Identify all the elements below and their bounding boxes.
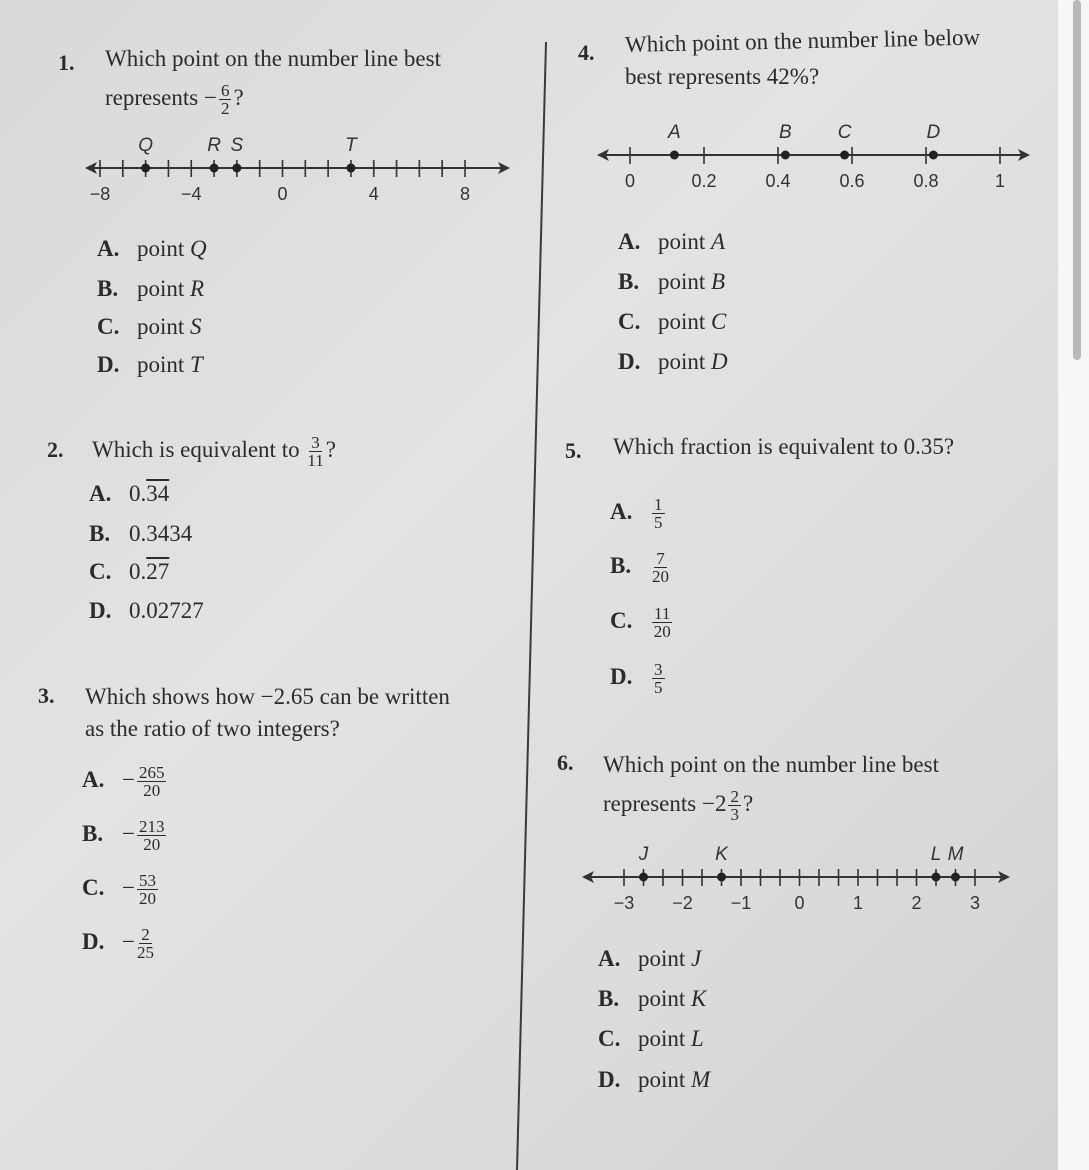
point-label: Q: [138, 135, 154, 156]
point-T: [346, 164, 355, 173]
option-a[interactable]: A. − $\frac{265}{20}$: [82, 763, 165, 800]
option-c[interactable]: C. 0.27: [89, 559, 170, 584]
question-text-2: best represents 42%?: [625, 64, 820, 89]
tick-label: 1: [852, 893, 864, 913]
option-a[interactable]: A. 0.34: [89, 481, 170, 506]
point-label: M: [947, 844, 964, 865]
point-label: B: [779, 122, 792, 143]
tick-label: 0.6: [839, 171, 865, 191]
fraction: $\frac{3}{11}$: [307, 433, 324, 470]
question-text: Which point on the number line best: [105, 46, 441, 71]
tick-label: −2: [672, 893, 693, 913]
point-C: [840, 151, 849, 160]
scrollbar[interactable]: [1073, 0, 1081, 360]
point-label: J: [638, 844, 649, 865]
tick-label: −1: [730, 893, 752, 913]
point-D: [929, 151, 938, 160]
number-line-q4: [585, 105, 1040, 200]
tick-label: 1: [994, 171, 1006, 191]
option-d[interactable]: D. − $\frac{2}{25}$: [82, 925, 154, 962]
tick-label: 2: [911, 893, 922, 913]
point-label: D: [926, 122, 941, 143]
question-text-2: represents −2 $\frac{2}{3}$ ?: [603, 787, 754, 824]
point-label: T: [345, 135, 357, 156]
question-number: 5.: [565, 438, 582, 463]
number-line-q6: [570, 830, 1020, 930]
tick-label: 0: [624, 171, 636, 191]
tick-label: 0.2: [691, 171, 717, 191]
point-S: [232, 164, 241, 173]
option-b[interactable]: B. point R: [97, 276, 205, 301]
option-d[interactable]: D. point T: [97, 352, 203, 377]
point-Q: [141, 164, 150, 173]
question-text: Which fraction is equivalent to 0.35?: [613, 434, 955, 459]
option-c[interactable]: C. $\frac{11}{20}$: [610, 604, 671, 641]
question-number: 2.: [47, 437, 64, 462]
question-text-2: as the ratio of two integers?: [85, 716, 340, 741]
point-J: [639, 873, 648, 882]
point-label: S: [230, 135, 244, 156]
question-number: 3.: [38, 683, 55, 708]
number-line-q1: [55, 120, 525, 215]
tick-label: −8: [89, 184, 111, 204]
option-d[interactable]: D. $\frac{3}{5}$: [610, 660, 663, 697]
point-B: [781, 151, 790, 160]
question-number: 4.: [578, 40, 595, 65]
point-label: L: [930, 844, 942, 865]
option-a[interactable]: A. point Q: [97, 236, 207, 261]
tick-label: −4: [180, 184, 202, 204]
option-c[interactable]: C. point S: [97, 314, 202, 339]
point-R: [210, 164, 219, 173]
option-b[interactable]: B. 0.3434: [89, 521, 193, 546]
point-A: [670, 151, 679, 160]
option-c[interactable]: C. point C: [618, 309, 727, 334]
tick-label: 0.4: [765, 171, 791, 191]
point-M: [951, 873, 960, 882]
option-b[interactable]: B. $\frac{7}{20}$: [610, 549, 669, 586]
point-label: K: [715, 844, 728, 865]
point-label: R: [207, 135, 221, 156]
point-label: A: [668, 122, 681, 143]
option-b[interactable]: B. − $\frac{213}{20}$: [82, 817, 165, 854]
option-a[interactable]: A. point J: [598, 946, 702, 971]
fraction: $\frac{6}{2}$: [220, 81, 230, 118]
fraction: $\frac{2}{3}$: [730, 787, 739, 824]
question-number: 6.: [557, 750, 574, 775]
question-text: Which is equivalent to $\frac{3}{11}$ ?: [92, 433, 336, 470]
question-text: Which point on the number line below: [624, 24, 981, 57]
tick-label: 0: [277, 184, 288, 204]
option-d[interactable]: D. 0.02727: [89, 598, 204, 623]
tick-label: −3: [613, 893, 635, 913]
option-d[interactable]: D. point D: [618, 349, 728, 374]
point-L: [931, 873, 940, 882]
tick-label: 0: [794, 893, 805, 913]
option-c[interactable]: C. point L: [598, 1026, 704, 1051]
option-b[interactable]: B. point K: [598, 986, 707, 1011]
question-text-2: represents − $\frac{6}{2}$ ?: [105, 81, 244, 118]
tick-label: 0.8: [913, 171, 939, 191]
tick-label: 4: [368, 184, 379, 204]
question-number: 1.: [58, 50, 75, 75]
question-text: Which point on the number line best: [603, 752, 939, 777]
tick-label: 3: [969, 893, 981, 913]
option-b[interactable]: B. point B: [618, 269, 726, 294]
option-d[interactable]: D. point M: [598, 1067, 711, 1092]
question-text: Which shows how −2.65 can be written: [85, 684, 450, 709]
point-K: [717, 873, 726, 882]
option-a[interactable]: A. $\frac{1}{5}$: [610, 495, 663, 532]
tick-label: 8: [459, 184, 471, 204]
option-a[interactable]: A. point A: [618, 229, 726, 254]
point-label: C: [837, 122, 852, 143]
option-c[interactable]: C. − $\frac{53}{20}$: [82, 871, 156, 908]
